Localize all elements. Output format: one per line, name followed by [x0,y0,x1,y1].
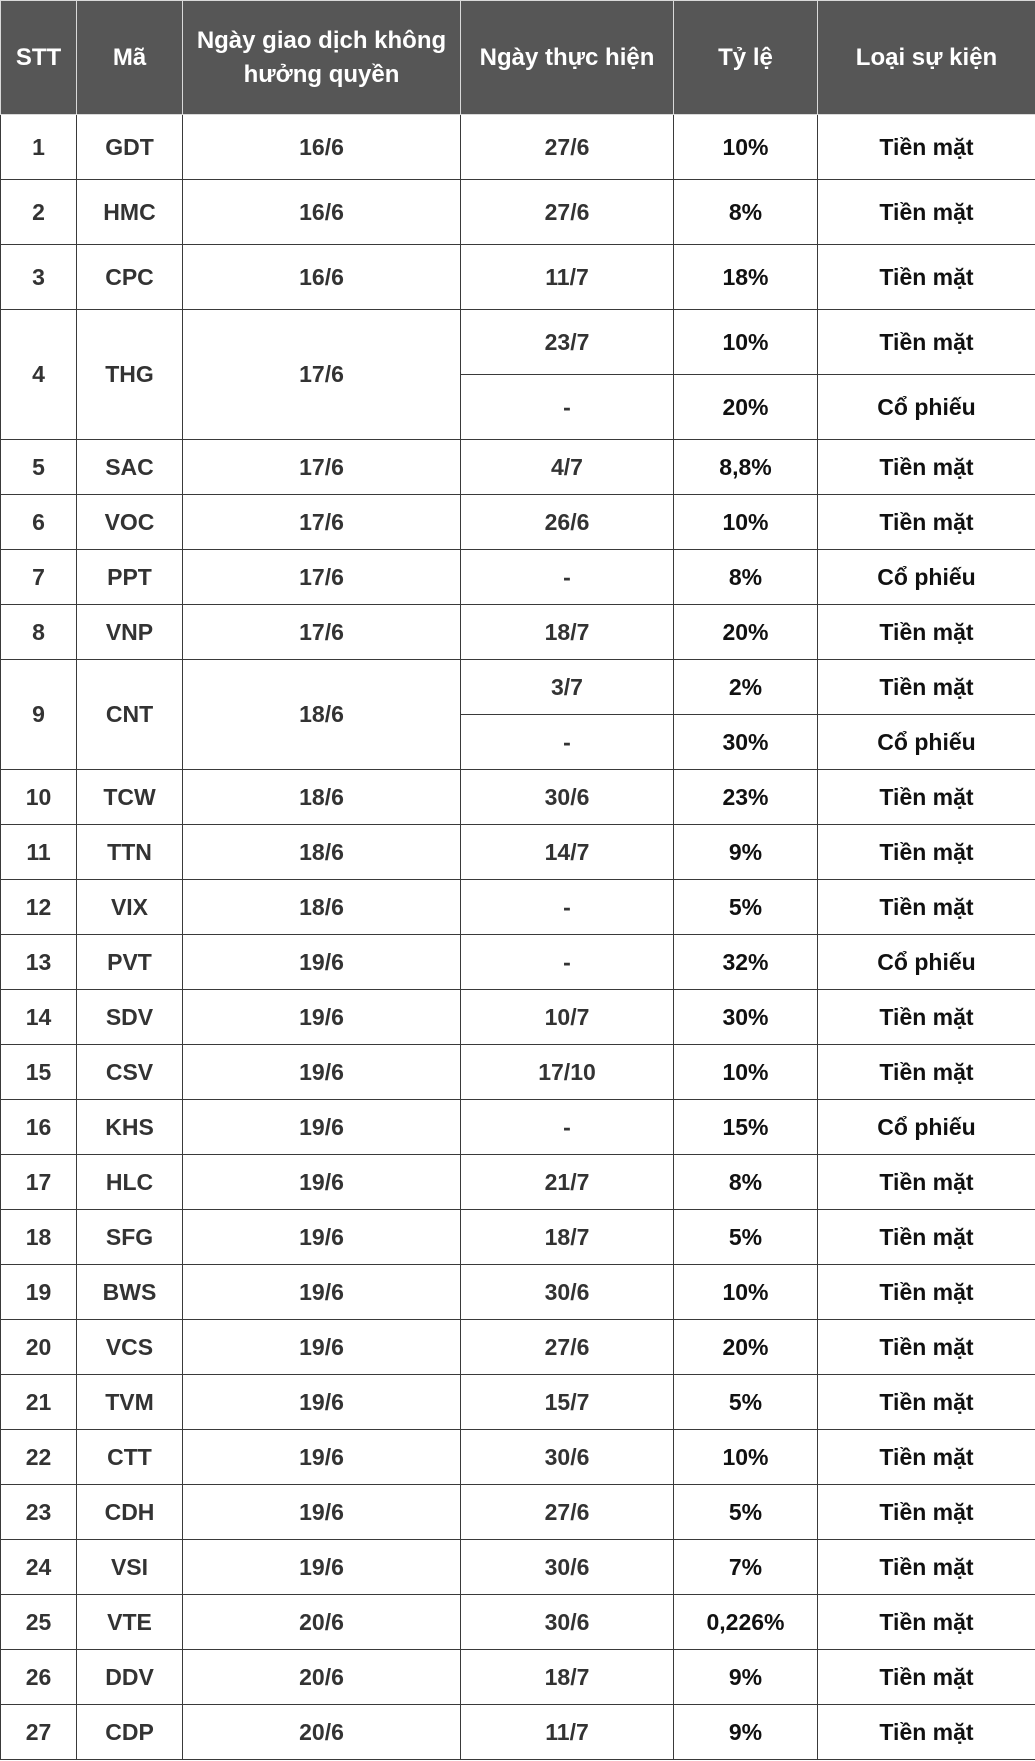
cell-paydate: 15/7 [461,1375,674,1430]
cell-stt: 18 [1,1210,77,1265]
cell-code: CNT [77,660,183,770]
cell-rate: 10% [674,115,818,180]
table-row [1,245,1035,310]
table-row [1,550,1035,605]
cell-code: SFG [77,1210,183,1265]
cell-stt: 9 [1,660,77,770]
cell-exdate: 19/6 [183,1100,461,1155]
cell-stt: 7 [1,550,77,605]
cell-type: Tiền mặt [818,310,1035,375]
cell-exdate: 18/6 [183,880,461,935]
table-row [1,825,1035,880]
cell-code: HMC [77,180,183,245]
cell-paydate: - [461,880,674,935]
cell-exdate: 19/6 [183,935,461,990]
cell-exdate: 19/6 [183,1265,461,1320]
cell-stt: 6 [1,495,77,550]
table-row [1,990,1035,1045]
cell-rate: 5% [674,1210,818,1265]
cell-exdate: 19/6 [183,1430,461,1485]
cell-rate: 5% [674,880,818,935]
cell-stt: 3 [1,245,77,310]
table-row [1,1265,1035,1320]
cell-rate: 8,8% [674,440,818,495]
cell-stt: 22 [1,1430,77,1485]
cell-rate: 9% [674,1705,818,1760]
cell-rate: 20% [674,1320,818,1375]
cell-code: HLC [77,1155,183,1210]
cell-paydate: 30/6 [461,1430,674,1485]
cell-rate: 23% [674,770,818,825]
table-row [1,880,1035,935]
table-body [1,115,1035,1760]
table-row [1,935,1035,990]
cell-stt: 11 [1,825,77,880]
cell-stt: 15 [1,1045,77,1100]
cell-exdate: 17/6 [183,605,461,660]
cell-rate: 8% [674,550,818,605]
cell-paydate: 18/7 [461,605,674,660]
header-rate: Tỷ lệ [674,1,818,115]
cell-paydate: - [461,1100,674,1155]
cell-type: Cổ phiếu [818,1100,1035,1155]
cell-type: Tiền mặt [818,1265,1035,1320]
cell-rate: 18% [674,245,818,310]
table-row [1,1540,1035,1595]
cell-code: KHS [77,1100,183,1155]
cell-exdate: 20/6 [183,1705,461,1760]
cell-stt: 16 [1,1100,77,1155]
table-row [1,1320,1035,1375]
cell-type: Tiền mặt [818,115,1035,180]
header-paydate: Ngày thực hiện [461,1,674,115]
cell-paydate: 27/6 [461,115,674,180]
cell-type: Tiền mặt [818,1485,1035,1540]
cell-code: PVT [77,935,183,990]
cell-type: Tiền mặt [818,605,1035,660]
cell-rate: 7% [674,1540,818,1595]
cell-rate: 15% [674,1100,818,1155]
cell-code: VCS [77,1320,183,1375]
cell-paydate: - [461,935,674,990]
cell-rate: 30% [674,715,818,770]
table-row [1,605,1035,660]
cell-code: VOC [77,495,183,550]
cell-code: BWS [77,1265,183,1320]
table-row [1,1045,1035,1100]
cell-code: DDV [77,1650,183,1705]
cell-paydate: 27/6 [461,1485,674,1540]
cell-rate: 8% [674,1155,818,1210]
header-code: Mã [77,1,183,115]
cell-stt: 1 [1,115,77,180]
cell-type: Tiền mặt [818,880,1035,935]
cell-code: VSI [77,1540,183,1595]
cell-type: Cổ phiếu [818,375,1035,440]
cell-type: Tiền mặt [818,660,1035,715]
table-row [1,770,1035,825]
cell-paydate: 14/7 [461,825,674,880]
cell-exdate: 19/6 [183,1320,461,1375]
cell-exdate: 17/6 [183,310,461,440]
table-row [1,1595,1035,1650]
cell-code: PPT [77,550,183,605]
header-stt: STT [1,1,77,115]
cell-code: CPC [77,245,183,310]
cell-rate: 10% [674,495,818,550]
cell-type: Tiền mặt [818,1320,1035,1375]
cell-paydate: 17/10 [461,1045,674,1100]
cell-stt: 26 [1,1650,77,1705]
table-row [1,1650,1035,1705]
cell-code: CSV [77,1045,183,1100]
cell-stt: 27 [1,1705,77,1760]
cell-exdate: 16/6 [183,115,461,180]
cell-stt: 4 [1,310,77,440]
cell-code: VNP [77,605,183,660]
cell-type: Tiền mặt [818,770,1035,825]
cell-stt: 2 [1,180,77,245]
table-row [1,115,1035,180]
cell-rate: 32% [674,935,818,990]
table-header-row [1,1,1035,115]
cell-stt: 25 [1,1595,77,1650]
cell-paydate: 30/6 [461,1595,674,1650]
cell-paydate: 30/6 [461,1540,674,1595]
cell-exdate: 18/6 [183,660,461,770]
cell-exdate: 19/6 [183,990,461,1045]
cell-type: Cổ phiếu [818,715,1035,770]
cell-paydate: 4/7 [461,440,674,495]
cell-paydate: 11/7 [461,245,674,310]
cell-rate: 10% [674,310,818,375]
table-row [1,1100,1035,1155]
cell-exdate: 19/6 [183,1485,461,1540]
cell-rate: 5% [674,1375,818,1430]
cell-rate: 9% [674,1650,818,1705]
table-row [1,1210,1035,1265]
cell-exdate: 17/6 [183,550,461,605]
cell-exdate: 19/6 [183,1045,461,1100]
cell-code: SAC [77,440,183,495]
cell-rate: 2% [674,660,818,715]
cell-type: Tiền mặt [818,495,1035,550]
cell-code: CTT [77,1430,183,1485]
cell-type: Tiền mặt [818,1430,1035,1485]
cell-type: Tiền mặt [818,1210,1035,1265]
cell-type: Tiền mặt [818,245,1035,310]
cell-rate: 10% [674,1265,818,1320]
cell-stt: 20 [1,1320,77,1375]
cell-type: Tiền mặt [818,1540,1035,1595]
cell-type: Tiền mặt [818,440,1035,495]
cell-rate: 20% [674,375,818,440]
table-row [1,440,1035,495]
cell-type: Tiền mặt [818,990,1035,1045]
cell-code: VIX [77,880,183,935]
cell-rate: 9% [674,825,818,880]
cell-exdate: 19/6 [183,1210,461,1265]
cell-exdate: 19/6 [183,1155,461,1210]
cell-paydate: 30/6 [461,1265,674,1320]
cell-exdate: 17/6 [183,495,461,550]
cell-stt: 13 [1,935,77,990]
cell-paydate: - [461,375,674,440]
cell-exdate: 20/6 [183,1650,461,1705]
header-type: Loại sự kiện [818,1,1035,115]
cell-type: Tiền mặt [818,180,1035,245]
cell-exdate: 20/6 [183,1595,461,1650]
cell-code: THG [77,310,183,440]
cell-rate: 10% [674,1045,818,1100]
cell-code: SDV [77,990,183,1045]
cell-stt: 19 [1,1265,77,1320]
cell-type: Tiền mặt [818,1595,1035,1650]
cell-exdate: 18/6 [183,825,461,880]
cell-type: Tiền mặt [818,1045,1035,1100]
cell-exdate: 19/6 [183,1540,461,1595]
cell-paydate: 18/7 [461,1650,674,1705]
table-row [1,1705,1035,1760]
cell-rate: 5% [674,1485,818,1540]
cell-rate: 30% [674,990,818,1045]
cell-code: TCW [77,770,183,825]
table-row [1,1155,1035,1210]
cell-paydate: 30/6 [461,770,674,825]
table-row [1,310,1035,375]
cell-rate: 8% [674,180,818,245]
cell-stt: 5 [1,440,77,495]
cell-type: Tiền mặt [818,1705,1035,1760]
cell-paydate: 18/7 [461,1210,674,1265]
table-row [1,1375,1035,1430]
cell-code: GDT [77,115,183,180]
cell-exdate: 16/6 [183,180,461,245]
cell-paydate: - [461,715,674,770]
cell-paydate: 23/7 [461,310,674,375]
cell-stt: 23 [1,1485,77,1540]
cell-stt: 21 [1,1375,77,1430]
table-row [1,1430,1035,1485]
cell-type: Cổ phiếu [818,550,1035,605]
cell-type: Tiền mặt [818,1650,1035,1705]
header-exdate: Ngày giao dịch không hưởng quyền [183,1,461,115]
cell-exdate: 17/6 [183,440,461,495]
table-row [1,1485,1035,1540]
cell-paydate: 27/6 [461,180,674,245]
cell-code: VTE [77,1595,183,1650]
cell-paydate: 11/7 [461,1705,674,1760]
cell-rate: 20% [674,605,818,660]
cell-rate: 10% [674,1430,818,1485]
cell-exdate: 18/6 [183,770,461,825]
cell-stt: 17 [1,1155,77,1210]
cell-type: Tiền mặt [818,1375,1035,1430]
cell-stt: 10 [1,770,77,825]
cell-paydate: - [461,550,674,605]
cell-paydate: 26/6 [461,495,674,550]
cell-paydate: 21/7 [461,1155,674,1210]
cell-stt: 12 [1,880,77,935]
cell-stt: 8 [1,605,77,660]
table-row [1,495,1035,550]
cell-type: Tiền mặt [818,825,1035,880]
cell-paydate: 27/6 [461,1320,674,1375]
cell-code: CDH [77,1485,183,1540]
cell-type: Cổ phiếu [818,935,1035,990]
cell-code: CDP [77,1705,183,1760]
cell-exdate: 16/6 [183,245,461,310]
cell-code: TVM [77,1375,183,1430]
cell-code: TTN [77,825,183,880]
cell-exdate: 19/6 [183,1375,461,1430]
cell-stt: 24 [1,1540,77,1595]
table-row [1,180,1035,245]
table-row [1,660,1035,715]
cell-stt: 14 [1,990,77,1045]
cell-type: Tiền mặt [818,1155,1035,1210]
cell-paydate: 3/7 [461,660,674,715]
cell-rate: 0,226% [674,1595,818,1650]
cell-paydate: 10/7 [461,990,674,1045]
